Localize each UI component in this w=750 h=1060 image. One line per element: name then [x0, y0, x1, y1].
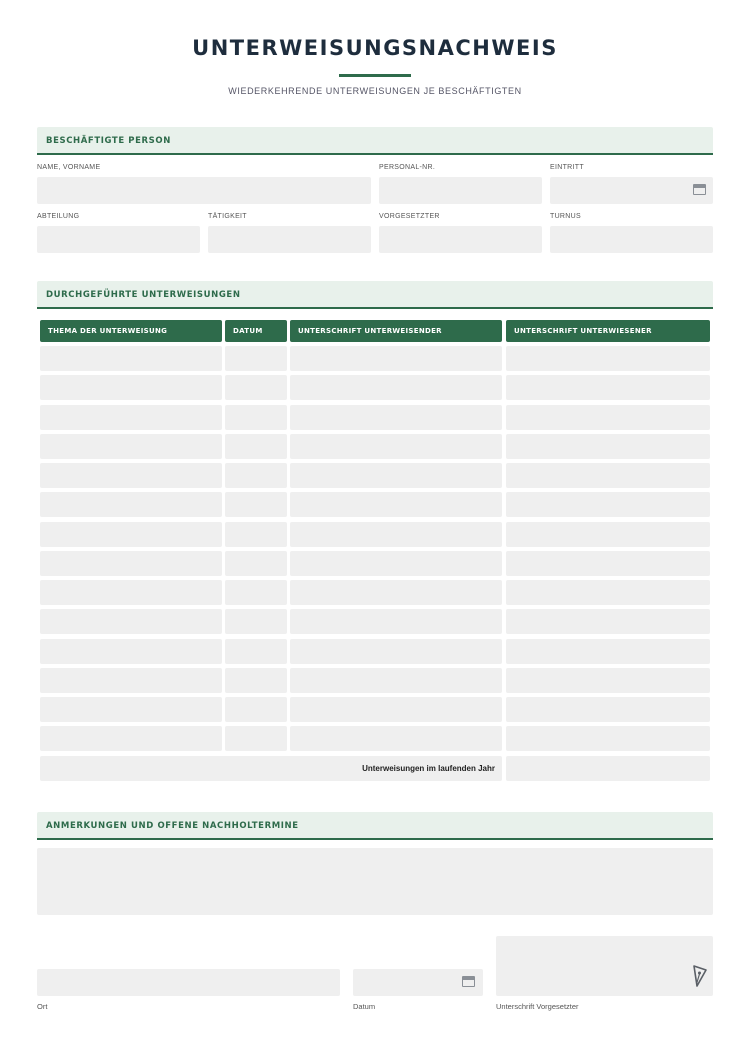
calendar-icon[interactable] [693, 184, 706, 195]
unterwiesener-cell[interactable] [506, 639, 710, 664]
unterwiesener-cell[interactable] [506, 668, 710, 693]
label-eintritt: EINTRITT [550, 164, 584, 171]
unterweisender-cell[interactable] [290, 463, 502, 488]
datum-cell[interactable] [225, 522, 287, 547]
column-header-thema: THEMA DER UNTERWEISUNG [40, 320, 222, 342]
title-underline [339, 74, 411, 77]
unterweisender-cell[interactable] [290, 580, 502, 605]
section-header-person [37, 127, 713, 155]
notes-field[interactable] [37, 848, 713, 915]
datum-cell[interactable] [225, 551, 287, 576]
unterweisender-cell[interactable] [290, 375, 502, 400]
vorgesetzter-field[interactable] [379, 226, 542, 253]
column-header-unterwiesener: UNTERSCHRIFT UNTERWIESENER [506, 320, 710, 342]
unterwiesener-cell[interactable] [506, 609, 710, 634]
datum-cell[interactable] [225, 346, 287, 371]
column-header-unterweisender: UNTERSCHRIFT UNTERWEISENDER [290, 320, 502, 342]
section-title: DURCHGEFÜHRTE UNTERWEISUNGEN [46, 290, 241, 300]
unterweisender-cell[interactable] [290, 609, 502, 634]
thema-cell[interactable] [40, 609, 222, 634]
unterwiesener-cell[interactable] [506, 697, 710, 722]
unterwiesener-cell[interactable] [506, 580, 710, 605]
thema-cell[interactable] [40, 463, 222, 488]
unterwiesener-cell[interactable] [506, 346, 710, 371]
thema-cell[interactable] [40, 522, 222, 547]
section-header-training [37, 281, 713, 309]
calendar-icon[interactable] [462, 976, 475, 987]
unterweisender-cell[interactable] [290, 697, 502, 722]
label-personal-nr: PERSONAL-NR. [379, 164, 436, 171]
unterwiesener-cell[interactable] [506, 551, 710, 576]
pen-nib-icon [692, 964, 708, 988]
thema-cell[interactable] [40, 726, 222, 751]
unterwiesener-cell[interactable] [506, 375, 710, 400]
eintritt-field[interactable] [550, 177, 713, 204]
datum-cell[interactable] [225, 726, 287, 751]
unterwiesener-cell[interactable] [506, 726, 710, 751]
unterweisender-cell[interactable] [290, 434, 502, 459]
signature-label: Unterschrift Vorgesetzter [496, 1002, 579, 1011]
unterweisender-cell[interactable] [290, 346, 502, 371]
unterweisender-cell[interactable] [290, 522, 502, 547]
unterwiesener-cell[interactable] [506, 405, 710, 430]
datum-cell[interactable] [225, 609, 287, 634]
thema-cell[interactable] [40, 580, 222, 605]
section-title: BESCHÄFTIGTE PERSON [46, 136, 171, 146]
thema-cell[interactable] [40, 639, 222, 664]
thema-cell[interactable] [40, 375, 222, 400]
unterweisender-cell[interactable] [290, 639, 502, 664]
datum-cell[interactable] [225, 405, 287, 430]
datum-cell[interactable] [225, 492, 287, 517]
unterwiesener-cell[interactable] [506, 522, 710, 547]
unterweisender-cell[interactable] [290, 405, 502, 430]
page-subtitle: WIEDERKEHRENDE UNTERWEISUNGEN JE BESCHÄFTIGTEN [228, 86, 522, 96]
thema-cell[interactable] [40, 434, 222, 459]
ort-label: Ort [37, 1002, 48, 1011]
turnus-field[interactable] [550, 226, 713, 253]
section-header-notes [37, 812, 713, 840]
datum-cell[interactable] [225, 639, 287, 664]
label-vorgesetzter: VORGESETZTER [379, 213, 440, 220]
thema-cell[interactable] [40, 697, 222, 722]
datum-cell[interactable] [225, 375, 287, 400]
unterweisender-cell[interactable] [290, 668, 502, 693]
datum-cell[interactable] [225, 668, 287, 693]
thema-cell[interactable] [40, 405, 222, 430]
label-turnus: TURNUS [550, 213, 581, 220]
unterwiesener-cell[interactable] [506, 492, 710, 517]
thema-cell[interactable] [40, 668, 222, 693]
datum-label: Datum [353, 1002, 376, 1011]
summary-label: Unterweisungen im laufenden Jahr [40, 756, 502, 781]
unterweisender-cell[interactable] [290, 726, 502, 751]
unterweisender-cell[interactable] [290, 551, 502, 576]
unterwiesener-cell[interactable] [506, 463, 710, 488]
signature-field[interactable] [496, 936, 713, 996]
thema-cell[interactable] [40, 346, 222, 371]
unterwiesener-cell[interactable] [506, 434, 710, 459]
name-field[interactable] [37, 177, 371, 204]
datum-cell[interactable] [225, 697, 287, 722]
label-abteilung: ABTEILUNG [37, 213, 80, 220]
label-taetigkeit: TÄTIGKEIT [208, 213, 247, 220]
datum-cell[interactable] [225, 434, 287, 459]
abteilung-field[interactable] [37, 226, 200, 253]
summary-field[interactable] [506, 756, 710, 781]
personal-nr-field[interactable] [379, 177, 542, 204]
thema-cell[interactable] [40, 492, 222, 517]
datum-cell[interactable] [225, 580, 287, 605]
datum-cell[interactable] [225, 463, 287, 488]
column-header-datum: DATUM [225, 320, 287, 342]
page-title: UNTERWEISUNGSNACHWEIS [192, 36, 558, 60]
ort-field[interactable] [37, 969, 340, 996]
taetigkeit-field[interactable] [208, 226, 371, 253]
thema-cell[interactable] [40, 551, 222, 576]
unterweisender-cell[interactable] [290, 492, 502, 517]
section-title: ANMERKUNGEN UND OFFENE NACHHOLTERMINE [46, 821, 299, 831]
label-name: NAME, VORNAME [37, 164, 101, 171]
